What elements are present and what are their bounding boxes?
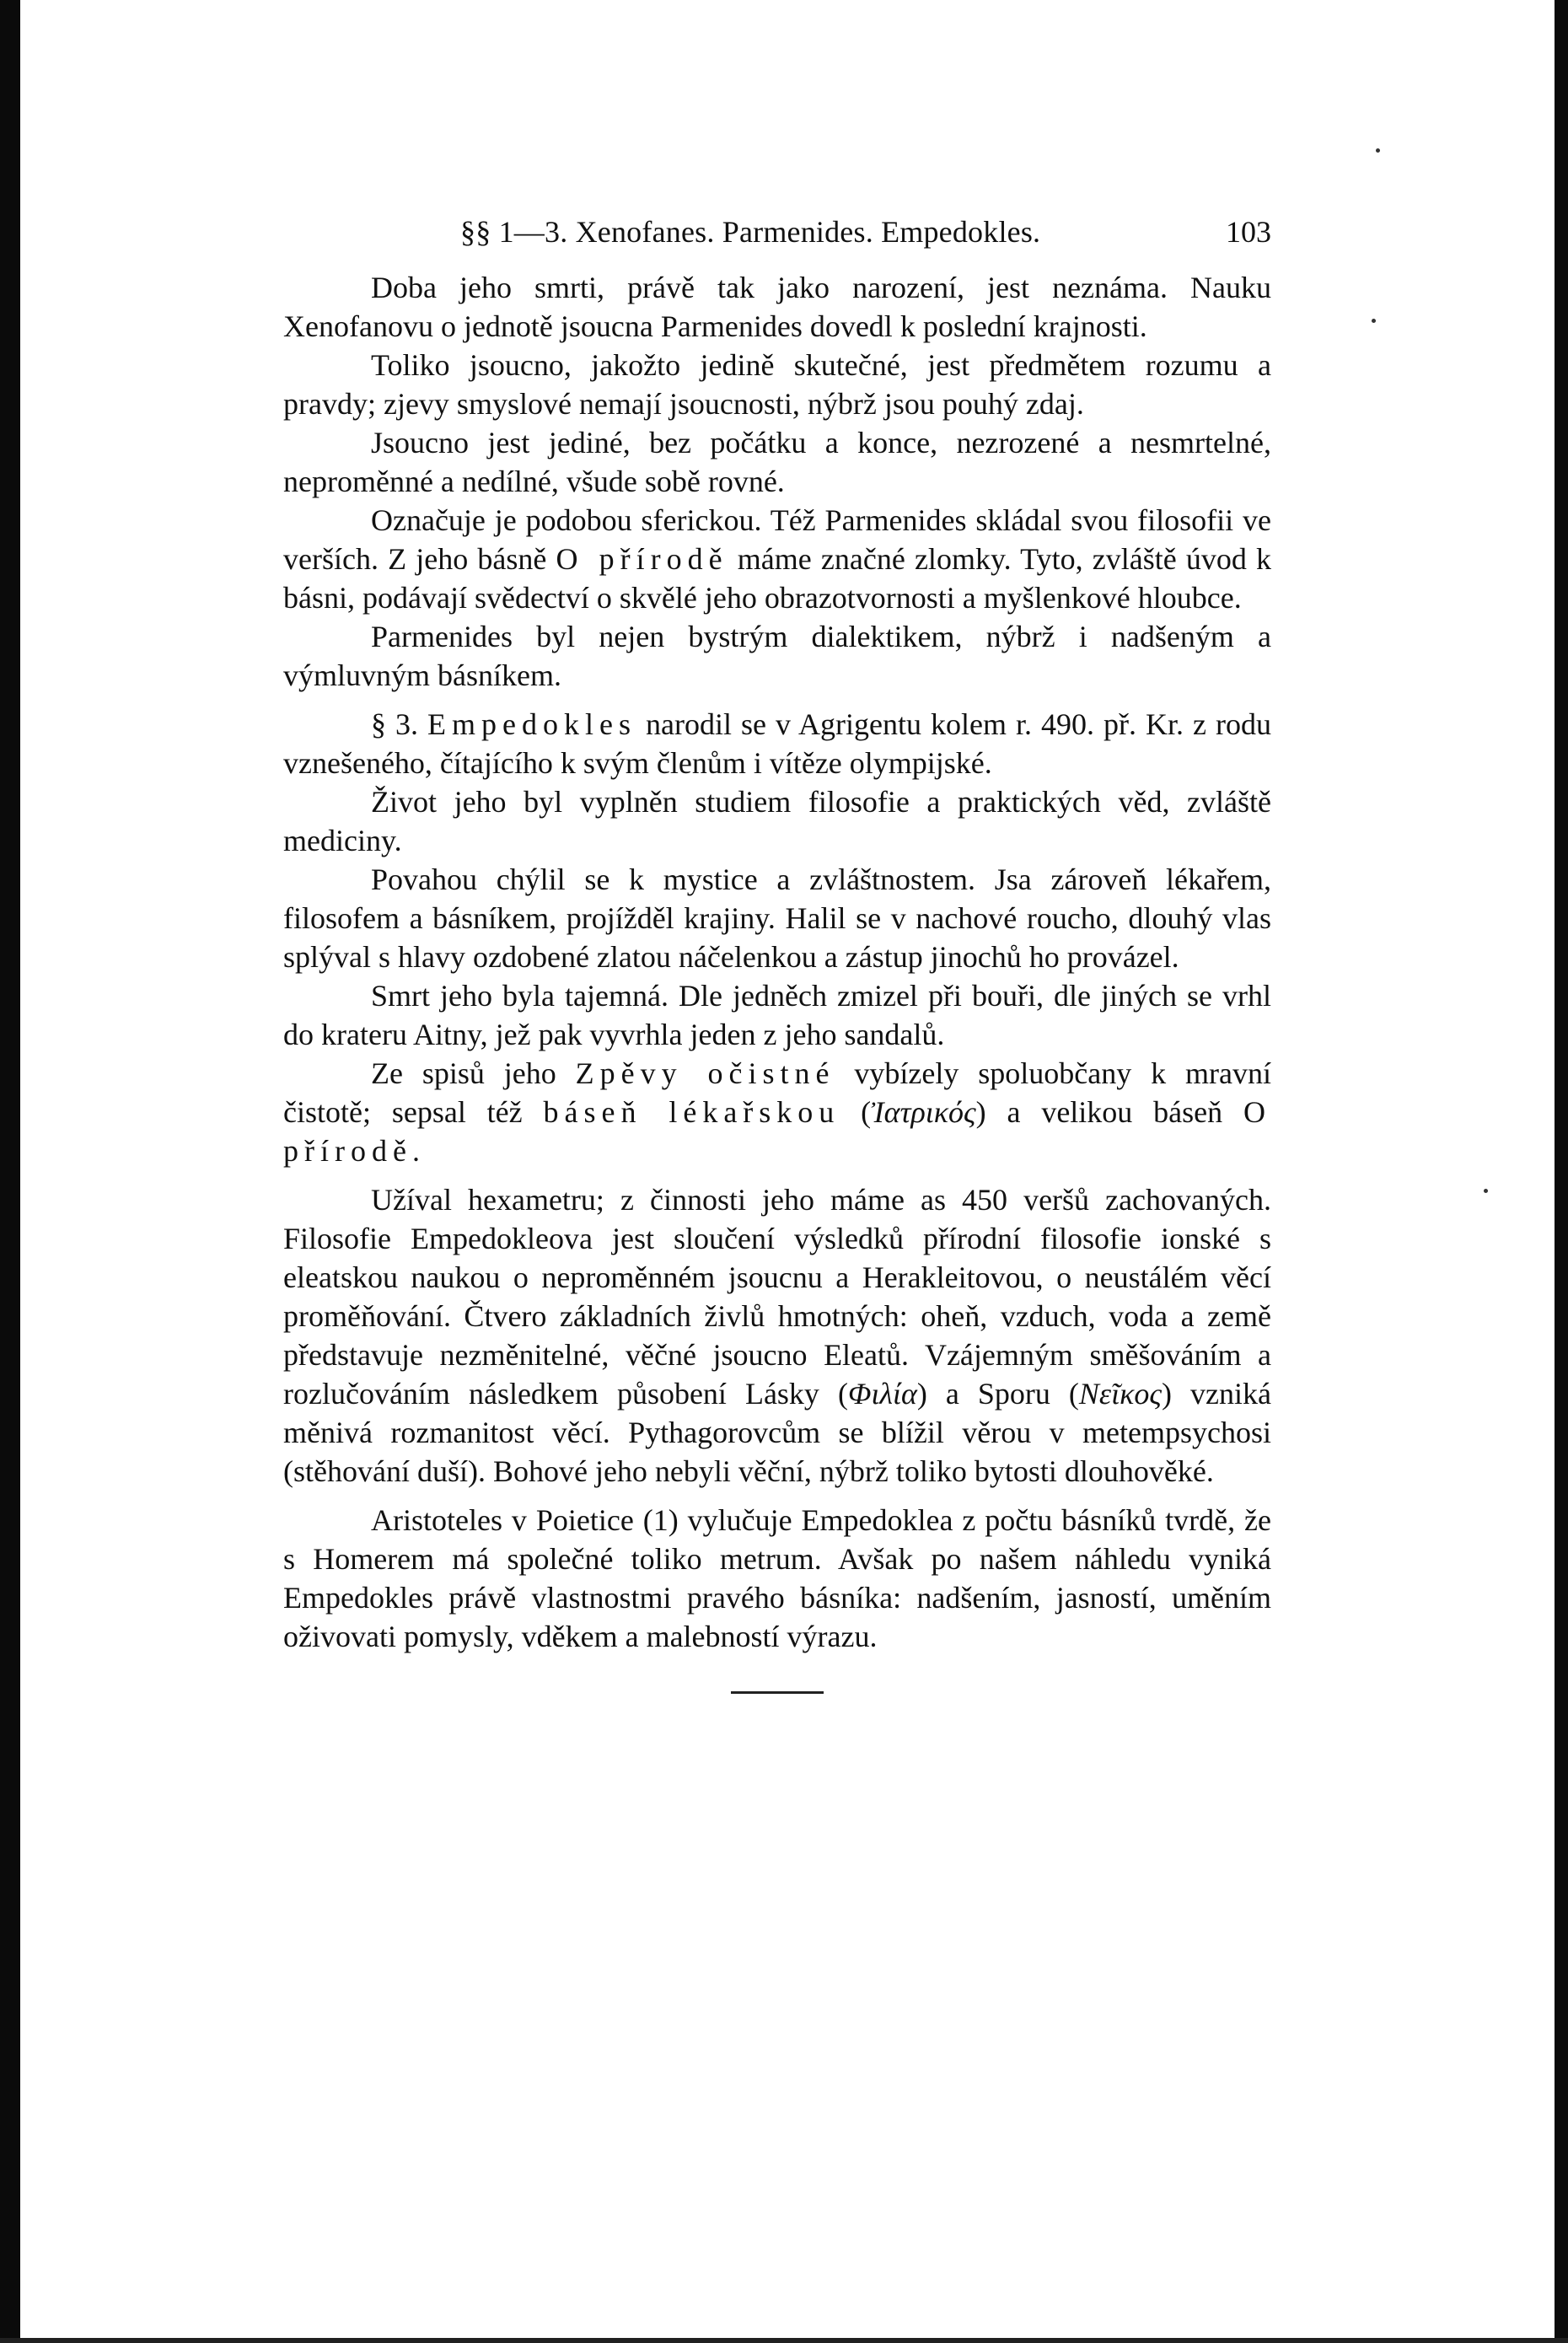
spaced-title: O přírodě <box>556 542 728 576</box>
scan-speck <box>1376 148 1380 153</box>
paragraph: Doba jeho smrti, právě tak jako narození, jest neznáma. Nauku Xenofanovu o jednotě jsoucna Parmenides dovedl k poslední krajnosti. <box>283 271 1271 343</box>
paragraph: Jsoucno jest jediné, bez počátku a konce, nezrozené a nesmrtelné, neproměnné a nedílné, všude sobě rovné. <box>283 426 1271 498</box>
greek-term: Φιλία <box>847 1377 917 1411</box>
paragraph: Toliko jsoucno, jakožto jedině skutečné, jest předmětem rozumu a pravdy; zjevy smyslové nemají jsoucnosti, nýbrž jsou pouhý zdaj. <box>283 348 1271 421</box>
paragraph: Parmenides byl nejen bystrým dialektikem, nýbrž i nadšeným a výmluvným básníkem. <box>283 620 1271 692</box>
spaced-title: Zpěvy očistné <box>575 1056 835 1090</box>
paragraph: Povahou chýlil se k mystice a zvláštnostem. Jsa zároveň lékařem, filosofem a básníkem, projížděl krajiny. Halil se v nachové roucho, dlouhý vlas splýval s hlavy ozdobené zlatou náčelenkou a zástup jinochů ho provázel. <box>283 863 1271 974</box>
text-run: ) vzniká měnivá rozmanitost věcí. Pythagorovcům se blížil věrou v metempsychosi (stěhování duší). Bohové jeho nebyli věční, nýbrž toliko bytosti dlouhověké. <box>283 1377 1271 1488</box>
text-run: Označuje je podobou sferickou. Též Parmenides skládal svou filosofii ve verších. Z jeho básně <box>283 503 1271 576</box>
spaced-title: báseň lékařskou <box>543 1095 840 1129</box>
paragraph <box>283 1054 1271 1170</box>
text-run: ) a velikou báseň <box>975 1095 1243 1129</box>
text-run: vybízely spoluobčany k mravní čistotě; sepsal též <box>283 1056 1271 1129</box>
text-run: . <box>411 1134 420 1168</box>
spaced-title: O přírodě <box>283 1095 1271 1168</box>
scan-speck <box>1372 319 1376 323</box>
text-run: máme značné zlomky. Tyto, zvláště úvod k básni, podávají svědectví o skvělé jeho obrazotvornosti a myšlenkové hloubce. <box>283 542 1271 615</box>
spaced-name: Empedokles <box>427 707 636 741</box>
paragraph: Život jeho byl vyplněn studiem filosofie a praktických věd, zvláště mediciny. <box>283 785 1271 857</box>
text-run: ( <box>840 1095 872 1129</box>
scan-edge-right <box>1555 0 1568 2343</box>
paragraph: Smrt jeho byla tajemná. Dle jedněch zmizel při bouři, dle jiných se vrhl do krateru Aitny, jež pak vyvrhla jeden z jeho sandalů. <box>283 979 1271 1051</box>
scan-edge-bottom <box>0 2338 1568 2343</box>
paragraph <box>283 705 1271 782</box>
text-run: narodil se v Agrigentu kolem r. 490. př. Kr. z rodu vznešeného, čítajícího k svým členům i vítěze olympijské. <box>283 707 1271 780</box>
body-text <box>283 268 1271 1656</box>
greek-term: Νεῖκος <box>1078 1377 1163 1411</box>
text-run: Ze spisů jeho <box>371 1056 576 1090</box>
paragraph <box>283 1180 1271 1491</box>
page-number: 103 <box>1226 215 1271 249</box>
page-header <box>283 199 1271 268</box>
scan-speck <box>1484 1189 1488 1193</box>
book-page <box>283 199 1271 1694</box>
running-title: §§ 1—3. Xenofanes. Parmenides. Empedokles. <box>460 215 1041 249</box>
paragraph <box>283 501 1271 617</box>
greek-term: Ἰατρικός <box>871 1095 976 1129</box>
scan-edge-left <box>0 0 20 2343</box>
text-run: ) a Sporu ( <box>916 1377 1079 1411</box>
section-mark: § 3. <box>371 707 428 741</box>
paragraph: Aristoteles v Poietice (1) vylučuje Empedoklea z počtu básníků tvrdě, že s Homerem má společné toliko metrum. Avšak po našem náhledu vyniká Empedokles právě vlastnostmi pravého básníka: nadšením, jasností, uměním oživovati pomysly, vděkem a malebností výrazu. <box>283 1503 1271 1653</box>
end-rule <box>731 1691 824 1694</box>
text-run: Užíval hexametru; z činnosti jeho máme as 450 veršů zachovaných. Filosofie Empedokleova jest sloučení výsledků přírodní filosofie ionské s eleatskou naukou o neproměnném jsoucnu a Herakleitovou, o neustálém věcí proměňování. Čtvero základních živlů hmotných: oheň, vzduch, voda a země představuje nezměnitelné, věčné jsoucno Eleatů. Vzájemným směšováním a rozlučováním následkem působení Lásky ( <box>283 1183 1271 1411</box>
